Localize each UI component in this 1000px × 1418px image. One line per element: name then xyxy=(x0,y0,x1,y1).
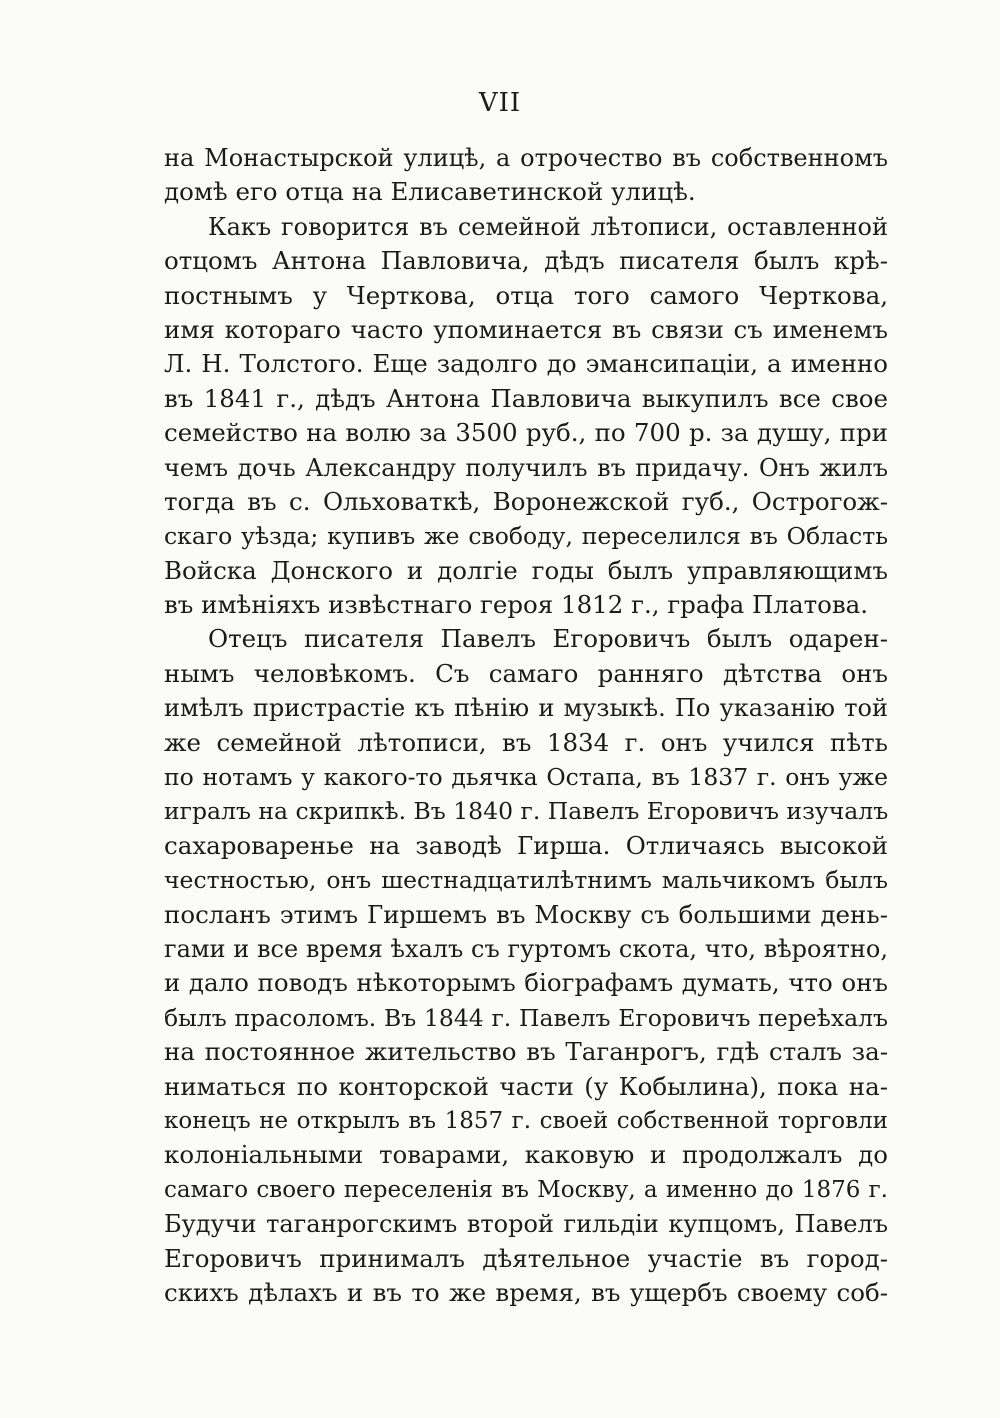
text-line: тогда въ с. Ольховаткѣ, Воронежской губ., Острогож- xyxy=(164,486,888,516)
text-line: Л. Н. Толстого. Еще задолго до эмансипаціи, а именно xyxy=(164,349,888,379)
body-text xyxy=(164,141,888,1310)
text-line: въ имѣніяхъ извѣстнаго героя 1812 г., графа Платова. xyxy=(164,590,869,620)
text-line: въ 1841 г., дѣдъ Антона Павловича выкупилъ все свое xyxy=(164,383,888,413)
text-line: домѣ его отца на Елисаветинской улицѣ. xyxy=(164,177,696,207)
text-line: Какъ говорится въ семейной лѣтописи, оставленной xyxy=(208,212,888,241)
text-line: отцомъ Антона Павловича, дѣдъ писателя былъ крѣ- xyxy=(164,246,888,276)
text-line: и дало поводъ нѣкоторымъ біографамъ думать, что онъ xyxy=(164,968,888,998)
text-line: по нотамъ у какого-то дьячка Остапа, въ 1837 г. онъ уже xyxy=(164,763,888,792)
text-line: имѣлъ пристрастіе къ пѣнію и музыкѣ. По указанію той xyxy=(164,694,888,723)
page-number: VII xyxy=(478,88,522,118)
text-line: сахароваренье на заводѣ Гирша. Отличаясь высокой xyxy=(164,830,888,860)
text-line: на постоянное жительство въ Таганрогъ, гдѣ сталъ за- xyxy=(164,1037,888,1067)
text-line: нымъ человѣкомъ. Съ самаго ранняго дѣтства онъ xyxy=(164,658,888,688)
text-line: посланъ этимъ Гиршемъ въ Москву съ большими день- xyxy=(164,899,888,929)
text-line: чемъ дочь Александру получилъ въ придачу. Онъ жилъ xyxy=(164,453,888,482)
text-line: самаго своего переселенія въ Москву, а именно до 1876 г. xyxy=(164,1176,888,1203)
text-line: конецъ не открылъ въ 1857 г. своей собственной торговли xyxy=(164,1107,888,1134)
text-line: колоніальными товарами, каковую и продолжалъ до xyxy=(164,1140,888,1170)
text-line: же семейной лѣтописи, въ 1834 г. онъ учился пѣть xyxy=(164,727,888,757)
text-line: Будучи таганрогскимъ второй гильдіи купцомъ, Павелъ xyxy=(164,1210,888,1239)
text-line: имя котораго часто упоминается въ связи съ именемъ xyxy=(164,314,888,344)
text-line: семейство на волю за 3500 руб., по 700 р. за душу, при xyxy=(164,418,888,448)
text-line: скаго уѣзда; купивъ же свободу, переселился въ Область xyxy=(164,522,888,551)
text-line: постнымъ у Черткова, отца того самого Черткова, xyxy=(164,280,888,310)
text-line: на Монастырской улицѣ, а отрочество въ собственномъ xyxy=(164,144,888,172)
text-line: Егоровичъ принималъ дѣятельное участіе въ город- xyxy=(164,1243,888,1273)
text-line: ниматься по конторской части (у Кобылина), пока на- xyxy=(164,1071,888,1101)
text-line: гами и все время ѣхалъ съ гуртомъ скота, что, вѣроятно, xyxy=(164,934,888,963)
text-line: скихъ дѣлахъ и въ то же время, въ ущербъ своему соб- xyxy=(164,1277,888,1307)
text-line: игралъ на скрипкѣ. Въ 1840 г. Павелъ Егоровичъ изучалъ xyxy=(164,797,888,826)
text-line: Отецъ писателя Павелъ Егоровичъ былъ одарен- xyxy=(208,624,888,654)
text-line: честностью, онъ шестнадцатилѣтнимъ мальчикомъ былъ xyxy=(164,866,888,895)
text-line: былъ прасоломъ. Въ 1844 г. Павелъ Егоровичъ переѣхалъ xyxy=(164,1003,888,1032)
text-line: Войска Донского и долгіе годы былъ управляющимъ xyxy=(164,555,888,585)
